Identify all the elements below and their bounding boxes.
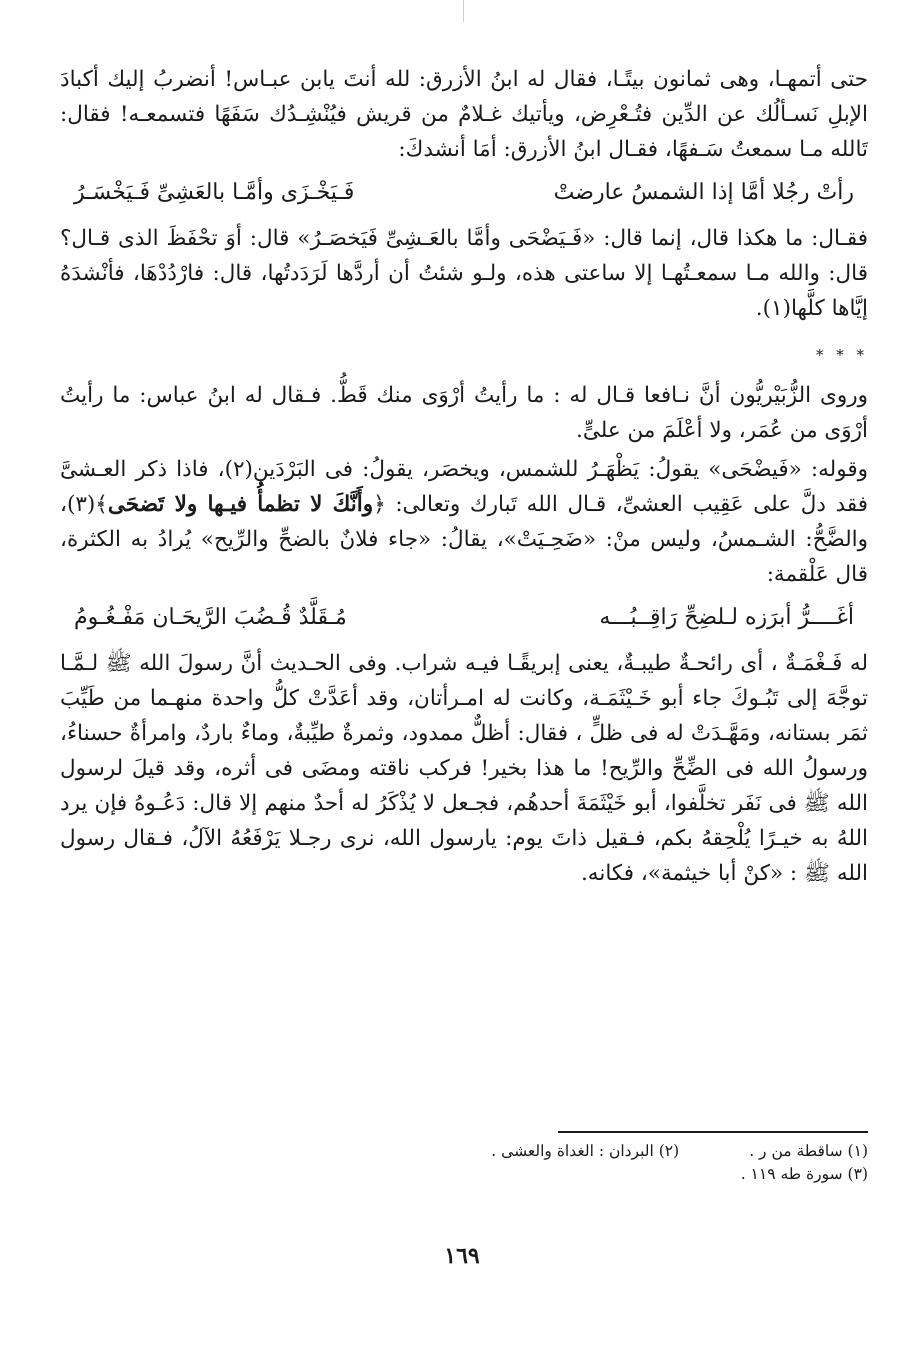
verse-2-first-hemistich: أغَــــرُّ أبرَزه لـلضِحِّ رَاقِــبُـــه bbox=[599, 605, 854, 630]
verse-2-second-hemistich: مُـقَلَّدٌ قُـضُبَ الرَّيحَـان مَفْـغُـومُ bbox=[74, 605, 347, 630]
footnotes bbox=[60, 1140, 868, 1186]
verse-1-second-hemistich: فَـيَخْـزَى وأمَّـا بالعَشِىِّ فَـيَخْسَـرُ bbox=[74, 180, 355, 205]
page-number: ١٦٩ bbox=[444, 1243, 480, 1269]
main-text bbox=[60, 62, 868, 895]
paragraph-1: حتى أتمهـا، وهى ثمانون بيتًـا، فقال له ابنُ الأزرق: لله أنتَ يابن عبـاس! أنضربُ إليك أكبادَ الإبلِ نَسـألُك عن الدِّين فتُـعْرِض، ويأتيك غـلامٌ من قريش فيُنْشِـدُك سَفَهًا فتسمعـه! فقال: تَالله مـا سمعتُ سَـفهًا، فقـال ابنُ الأزرق: أمَا أنشدكَ: bbox=[60, 67, 868, 162]
footnote-row bbox=[60, 1140, 868, 1163]
footnote-2: (٢) البردان : الغداة والعشى . bbox=[491, 1142, 680, 1160]
paragraph-3: وروى الزُّبَيْريُّون أنَّ نـافعا قـال له : ما رأيتُ أرْوَى منك قَطُّ. فـقال له ابنُ عباس: ما رأيتُ أرْوَى من عُمَر، ولا أعْلَمَ من علىٍّ. bbox=[60, 383, 868, 443]
paragraph-4-text-end: ﴾(٣)، والضَّحُّ: الشـمسُ، وليس منْ: «ضَحِـيَتْ»، يقالُ: «جاء فلانٌ بالضحِّ والرِّيح» يُرادُ به الكثرة، قال عَلْقمة: bbox=[60, 492, 868, 587]
paragraph-4 bbox=[60, 452, 868, 592]
quran-quote: وأَنَّكَ لا تظمأُ فيـها ولا تَضحَى bbox=[107, 492, 374, 517]
poem-verse-2 bbox=[74, 600, 854, 636]
paragraph-5: له فَـغْمَـةٌ ، أى رائحـةٌ طيبـةٌ، يعنى إبريقًـا فيـه شراب. وفى الحـديث أنَّ رسولَ الله ﷺ لـمَّـا توجَّهَ إلى تَبُـوكَ جاء أبو خَـيْثَمَـة، وكانت له امـرأتان، وقد أعَدَّتْ كلُّ واحدة منهـما من طَيِّبَ ثمَر بستانه، ومَهَّـدَتْ له فى ظلٍّ ، فقال: أظلٌّ ممدود، وثمرةٌ طيِّبةٌ، وماءٌ باردٌ، وامرأةٌ حسناءُ، ورسولُ الله فى الضِّحِّ والرِّيح! ما هذا بخير! فركب ناقته ومضَى فى أثره، وقد قيلَ لرسول الله ﷺ فى نَفَر تخلَّفوا، أبو خَيْثَمَةَ أحدهُم، فجـعل لا يُذْكَرُ له أحدٌ منهم إلا قال: دَعُـوهُ فإن يرد اللهُ به خيـرًا يُلْحِقهُ بكم، فـقيل ذاتَ يوم: يارسول الله، نرى رجـلا يَرْفَعُهُ الآلُ، فـقال رسول الله ﷺ : «كنْ أبا خيثمة»، فكانه. bbox=[60, 651, 868, 886]
verse-1-first-hemistich: رأتْ رجُلا أمَّا إذا الشمسُ عارضتْ bbox=[553, 180, 854, 205]
footnote-3: (٣) سورة طه ١١٩ . bbox=[740, 1165, 868, 1183]
paragraph-2: فقـال: ما هكذا قال، إنما قال: «فَـيَضْحَى وأمَّا بالعَـشِىِّ فَيَخصَـرُ» قال: أوَ تحْفَظَ الذى قـال؟ قال: والله مـا سمعـتُهـا إلا ساعتى هذه، ولـو شئتُ أن أردَّها لَرَدَدتُها، قال: فارْدُدْهَا، فأنْشدَهُ إيَّاها كلَّها(١). bbox=[60, 226, 868, 321]
section-separator: * * * bbox=[815, 346, 868, 364]
poem-verse-1 bbox=[74, 175, 854, 211]
footnote-1: (١) ساقطة من ر . bbox=[749, 1142, 868, 1160]
paragraph-4-text: وقوله: «فَيضْحَى» يقولُ: يَظْهَـرُ للشمس، ويخصَر، يقولُ: فى البَرْدَين(٢)، فاذا ذكر العـشىَّ فقد دلَّ على عَقِيب العشىِّ، قـال الله تَبارك وتعالى: ﴿ bbox=[60, 457, 868, 517]
footnote-divider bbox=[558, 1131, 868, 1133]
scan-mark bbox=[463, 0, 464, 22]
